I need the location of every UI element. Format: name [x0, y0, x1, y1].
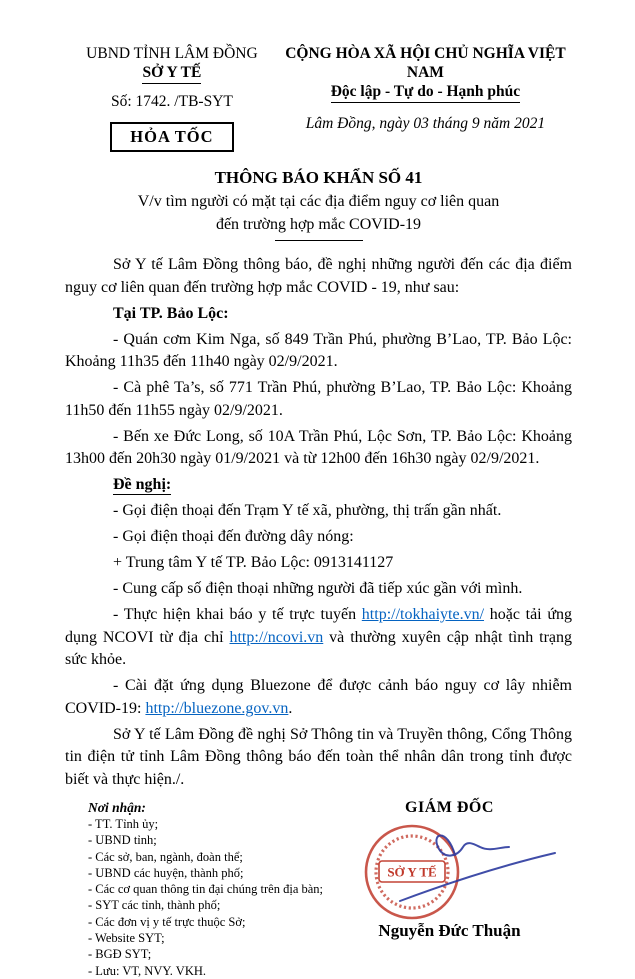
text-segment: . [288, 699, 293, 717]
recipient-item: - Các đơn vị y tế trực thuộc Sở; [88, 914, 246, 929]
signature-block [327, 799, 572, 979]
title-block [65, 167, 572, 241]
signer-name: Nguyễn Đức Thuận [378, 921, 521, 940]
text-segment: hoặc tải ứng dụng NCOVI từ địa chỉ [65, 606, 573, 646]
recipients-title: Nơi nhận: [88, 800, 146, 815]
recipient-item: - Website SYT; [88, 931, 165, 946]
location-item: - Quán cơm Kim Nga, số 849 Trần Phú, phường B’Lao, TP. Bảo Lộc: Khoảng 11h35 đến 11h40 ngày 02/9/2021. [65, 330, 572, 370]
request-section-header: Đề nghị: [113, 476, 172, 493]
seal-center-text: SỞ Y TẾ [387, 864, 437, 880]
recipient-item: - TT. Tỉnh ủy; [88, 817, 159, 831]
action-item: - Gọi điện thoại đến đường dây nóng: [113, 528, 354, 545]
national-header-block [279, 44, 572, 152]
action-item: + Trung tâm Y tế TP. Bảo Lộc: 0913141127 [113, 554, 394, 571]
text-segment: và thường xuyên cập nhật tình trạng sức khỏe. [65, 628, 573, 668]
document-subtitle-line1: V/v tìm người có mặt tại các địa điểm nguy cơ liên quan [137, 193, 500, 210]
parent-agency: UBND TỈNH LÂM ĐỒNG [86, 45, 258, 62]
seal-and-signature-art [327, 819, 572, 927]
recipient-item: - Các sở, ban, ngành, đoàn thể; [88, 849, 243, 864]
link-tokhaiyte[interactable]: http://tokhaiyte.vn/ [361, 606, 485, 623]
document-number: Số: 1742. /TB-SYT [111, 93, 233, 110]
document-body [65, 254, 572, 791]
official-seal-icon [366, 826, 458, 918]
paragraph-closing: Sở Y tế Lâm Đồng đề nghị Sở Thông tin và Truyền thông, Cổng Thông tin điện tử tỉnh Lâm Đồng thông báo đến toàn thể nhân dân trong tỉnh được biết và thực hiện./. [65, 725, 572, 788]
document-title: THÔNG BÁO KHẨN SỐ 41 [214, 168, 423, 187]
place-date-line: Lâm Đồng, ngày 03 tháng 9 năm 2021 [305, 115, 546, 132]
signer-title: GIÁM ĐỐC [405, 799, 494, 816]
national-motto-line1: CỘNG HÒA XÃ HỘI CHỦ NGHĨA VIỆT NAM [285, 45, 566, 81]
document-footer [65, 799, 572, 979]
location-section-header: Tại TP. Bảo Lộc: [113, 304, 229, 322]
paragraph-bluezone [65, 675, 572, 720]
recipient-item: - UBND tỉnh; [88, 833, 157, 848]
recipient-item: - SYT các tỉnh, thành phố; [88, 898, 221, 913]
text-segment: - Thực hiện khai báo y tế trực tuyến [113, 606, 362, 623]
link-bluezone[interactable]: http://bluezone.gov.vn [145, 699, 289, 717]
urgent-stamp: HỎA TỐC [110, 122, 233, 152]
national-motto-line2: Độc lập - Tự do - Hạnh phúc [279, 82, 572, 103]
urgent-stamp-wrapper [65, 111, 279, 152]
issuing-agency-block [65, 44, 279, 152]
action-item: - Cung cấp số điện thoại những người đã tiếp xúc gần với mình. [113, 580, 523, 597]
action-item: - Gọi điện thoại đến Trạm Y tế xã, phường, thị trấn gần nhất. [113, 502, 502, 519]
agency-name: SỞ Y TẾ [65, 63, 279, 84]
recipient-item: - UBND các huyện, thành phố; [88, 865, 244, 880]
recipient-item: - Lưu: VT, NVY. VKH. [88, 963, 207, 978]
paragraph-intro: Sở Y tế Lâm Đồng thông báo, đề nghị những người đến các địa điểm nguy cơ liên quan đến trường hợp mắc COVID - 19, như sau: [65, 256, 572, 296]
document-header [65, 44, 572, 152]
link-ncovi[interactable]: http://ncovi.vn [229, 628, 324, 646]
location-item: - Cà phê Ta’s, số 771 Trần Phú, phường B’Lao, TP. Bảo Lộc: Khoảng 11h50 đến 11h55 ngày 02/9/2021. [65, 379, 572, 419]
recipients-block [65, 799, 327, 979]
location-item: - Bến xe Đức Long, số 10A Trần Phú, Lộc Sơn, TP. Bảo Lộc: Khoảng 13h00 đến 20h30 ngày 01/9/2021 và từ 12h00 đến 16h30 ngày 02/9/2021. [65, 427, 572, 467]
text-segment: - Cài đặt ứng dụng Bluezone để được cảnh báo nguy cơ lây nhiễm COVID-19: [65, 677, 572, 717]
recipient-item: - BGĐ SYT; [88, 947, 152, 962]
recipient-item: - Các cơ quan thông tin đại chúng trên địa bàn; [88, 882, 324, 897]
title-divider [275, 240, 363, 241]
paragraph-health-declaration [65, 604, 572, 672]
document-subtitle-line2: đến trường hợp mắc COVID-19 [215, 216, 422, 233]
